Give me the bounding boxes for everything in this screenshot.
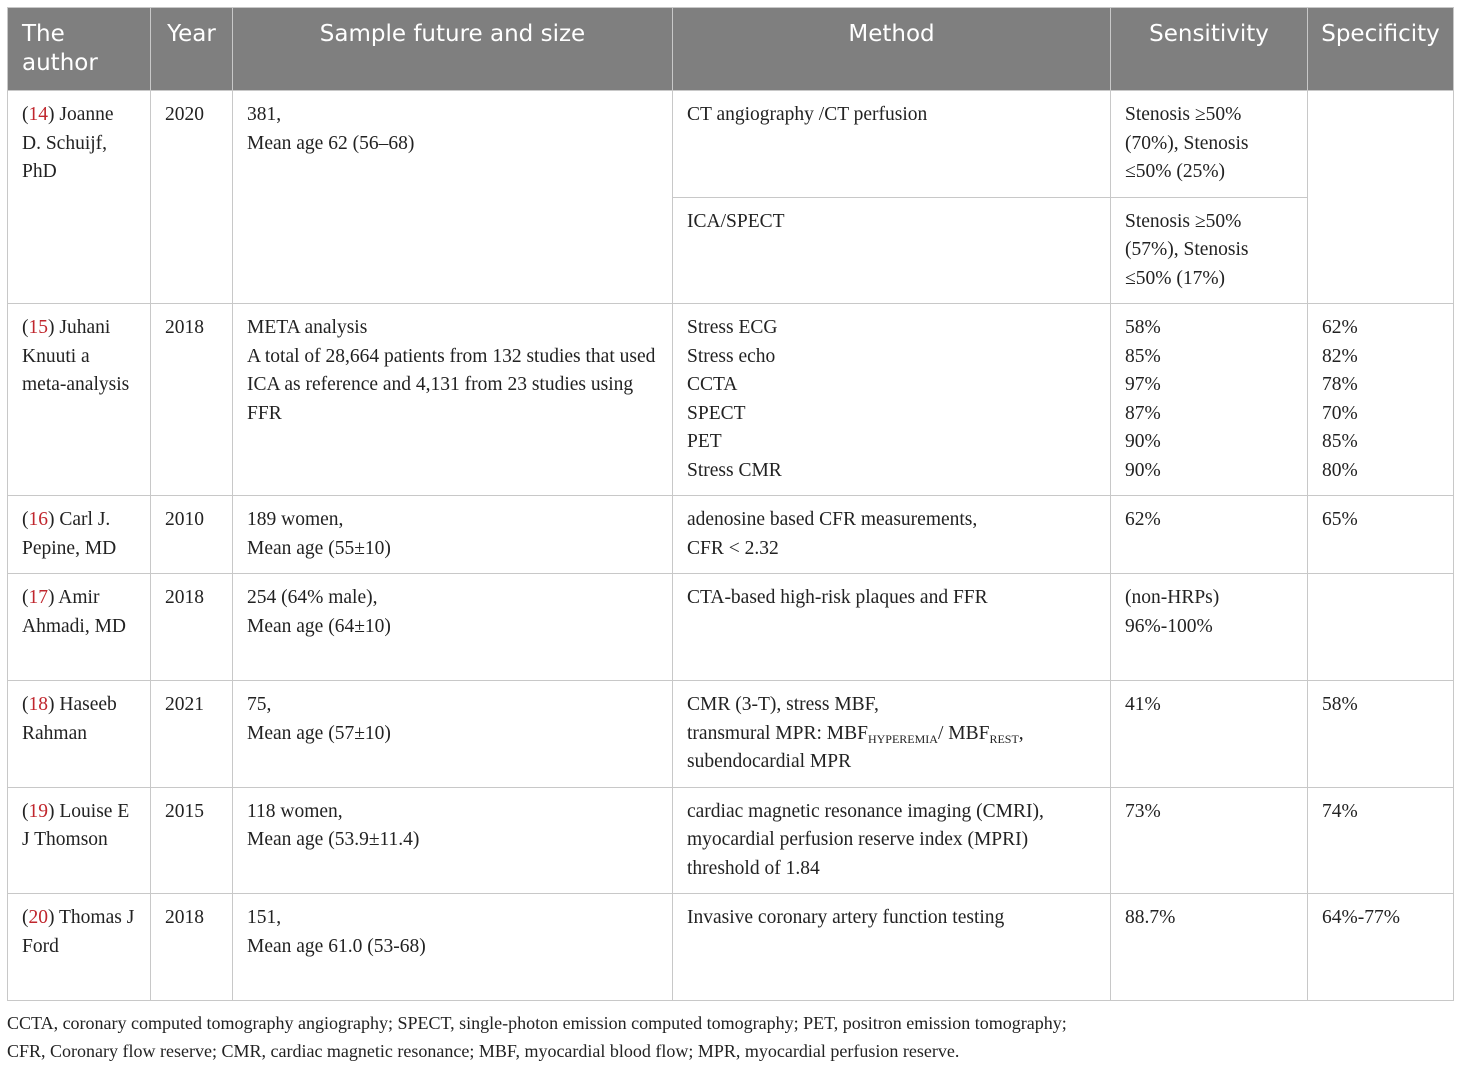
author-cell: (16) Carl J. Pepine, MD [8,496,151,574]
specificity-cell [1308,304,1454,496]
sample-line: 75, [247,694,272,715]
method-line: subendocardial MPR [687,751,852,772]
sample-line: Mean age (57±10) [247,722,391,744]
table-row [8,496,1454,574]
method-cell: CTA-based high-risk plaques and FFR [673,574,1111,681]
sample-cell [233,304,673,496]
method-line: adenosine based CFR measurements, [687,509,978,530]
method-line: CMR (3-T), stress MBF, [687,694,879,715]
year-cell: 2018 [151,894,233,1001]
sample-line: 381, [247,104,282,125]
specificity-line: 70% [1322,402,1358,424]
author-name: Haseeb Rahman [22,694,117,744]
method-cell: ICA/SPECT [673,197,1111,304]
sample-line: 151, [247,907,282,928]
author-cell: (17) Amir Ahmadi, MD [8,574,151,681]
method-line: Stress CMR [687,459,782,481]
specificity-line: 82% [1322,345,1358,367]
studies-table [7,7,1454,1001]
sample-line: 118 women, [247,800,343,822]
method-cell [673,681,1111,788]
sample-line: A total of 28,664 patients from 132 studies that used ICA as reference and 4,131 from 23 studies using FFR [247,345,656,424]
specificity-cell: 58% [1308,681,1454,788]
method-cell: cardiac magnetic resonance imaging (CMRI), myocardial perfusion reserve index (MPRI) threshold of 1.84 [673,787,1111,894]
footnote-line: CCTA, coronary computed tomography angiography; SPECT, single-photon emission computed tomography; PET, positron emission tomography; [7,1013,1067,1033]
table-container [7,7,1453,1001]
header-sample: Sample future and size [233,8,673,91]
specificity-line: 62% [1322,317,1358,338]
year-cell: 2010 [151,496,233,574]
author-cell: (15) Juhani Knuuti a meta-analysis [8,304,151,496]
sensitivity-cell: Stenosis ≥50% (70%), Stenosis ≤50% (25%) [1111,91,1308,198]
specificity-cell: 74% [1308,787,1454,894]
sensitivity-line: 87% [1125,402,1161,424]
year-cell: 2021 [151,681,233,788]
reference-link[interactable]: 14 [28,104,48,125]
method-line: Stress echo [687,345,776,367]
reference-link[interactable]: 16 [28,509,48,530]
sensitivity-line: 97% [1125,374,1161,395]
sample-cell [233,496,673,574]
author-cell: (18) Haseeb Rahman [8,681,151,788]
method-line: PET [687,431,722,452]
year-cell: 2020 [151,91,233,304]
specificity-line: 78% [1322,374,1358,395]
author-cell: (14) Joanne D. Schuijf, PhD [8,91,151,304]
table-row [8,91,1454,198]
specificity-cell: 64%-77% [1308,894,1454,1001]
sample-cell [233,894,673,1001]
year-cell: 2018 [151,574,233,681]
header-specificity: Specificity [1308,8,1454,91]
author-name: Louise E J Thomson [22,800,130,850]
sensitivity-cell: (non-HRPs) 96%-100% [1111,574,1308,681]
sample-cell [233,91,673,304]
sample-line: 254 (64% male), [247,587,378,608]
specificity-cell [1308,574,1454,681]
sensitivity-cell [1111,304,1308,496]
sensitivity-cell: 62% [1111,496,1308,574]
sample-line: Mean age 61.0 (53-68) [247,935,426,957]
reference-link[interactable]: 19 [28,800,48,822]
table-row [8,787,1454,894]
sensitivity-cell: Stenosis ≥50% (57%), Stenosis ≤50% (17%) [1111,197,1308,304]
author-cell: (19) Louise E J Thomson [8,787,151,894]
sample-cell [233,681,673,788]
sensitivity-line: 58% [1125,317,1161,338]
table-row [8,894,1454,1001]
specificity-cell: 65% [1308,496,1454,574]
year-cell: 2018 [151,304,233,496]
sample-line: Mean age 62 (56–68) [247,132,415,154]
reference-link[interactable]: 17 [28,587,48,608]
header-year: Year [151,8,233,91]
author-name: Thomas J Ford [22,907,135,957]
reference-link[interactable]: 20 [28,907,48,928]
method-cell [673,496,1111,574]
sensitivity-line: 85% [1125,345,1161,367]
sample-line: META analysis [247,317,368,338]
author-name: Carl J. Pepine, MD [22,509,117,559]
sensitivity-line: 90% [1125,431,1161,452]
author-name: Joanne D. Schuijf, PhD [22,104,114,182]
sample-line: Mean age (64±10) [247,615,391,637]
method-line: CFR < 2.32 [687,537,779,559]
sensitivity-cell: 88.7% [1111,894,1308,1001]
method-cell [673,304,1111,496]
method-line: SPECT [687,402,746,424]
sample-cell [233,787,673,894]
reference-link[interactable]: 18 [28,694,48,715]
sensitivity-line: 90% [1125,459,1161,481]
table-row [8,304,1454,496]
year-cell: 2015 [151,787,233,894]
method-line: transmural MPR: $MBF_{HYPEREMIA}/$ $MBF_{REST}$, [687,722,1024,746]
header-author: The author [8,8,151,91]
author-cell: (20) Thomas J Ford [8,894,151,1001]
header-method: Method [673,8,1111,91]
author-name: Juhani Knuuti a meta-analysis [22,317,130,395]
table-row [8,574,1454,681]
header-sensitivity: Sensitivity [1111,8,1308,91]
footnote-line: CFR, Coronary flow reserve; CMR, cardiac magnetic resonance; MBF, myocardial blood flow; MPR, myocardial perfusion reserve. [7,1041,960,1061]
sample-cell [233,574,673,681]
sample-line: Mean age (55±10) [247,537,391,559]
reference-link[interactable]: 15 [28,317,48,338]
method-line: Stress ECG [687,317,778,338]
method-line: CCTA [687,374,738,395]
table-footnote [7,1009,1453,1065]
method-cell: Invasive coronary artery function testing [673,894,1111,1001]
sample-line: Mean age (53.9±11.4) [247,829,420,850]
header-row [8,8,1454,91]
method-cell: CT angiography /CT perfusion [673,91,1111,198]
specificity-line: 80% [1322,459,1358,481]
specificity-line: 85% [1322,431,1358,452]
sensitivity-cell: 41% [1111,681,1308,788]
specificity-cell [1308,91,1454,304]
sample-line: 189 women, [247,509,344,530]
author-name: Amir Ahmadi, MD [22,587,126,637]
table-row [8,681,1454,788]
sensitivity-cell: 73% [1111,787,1308,894]
